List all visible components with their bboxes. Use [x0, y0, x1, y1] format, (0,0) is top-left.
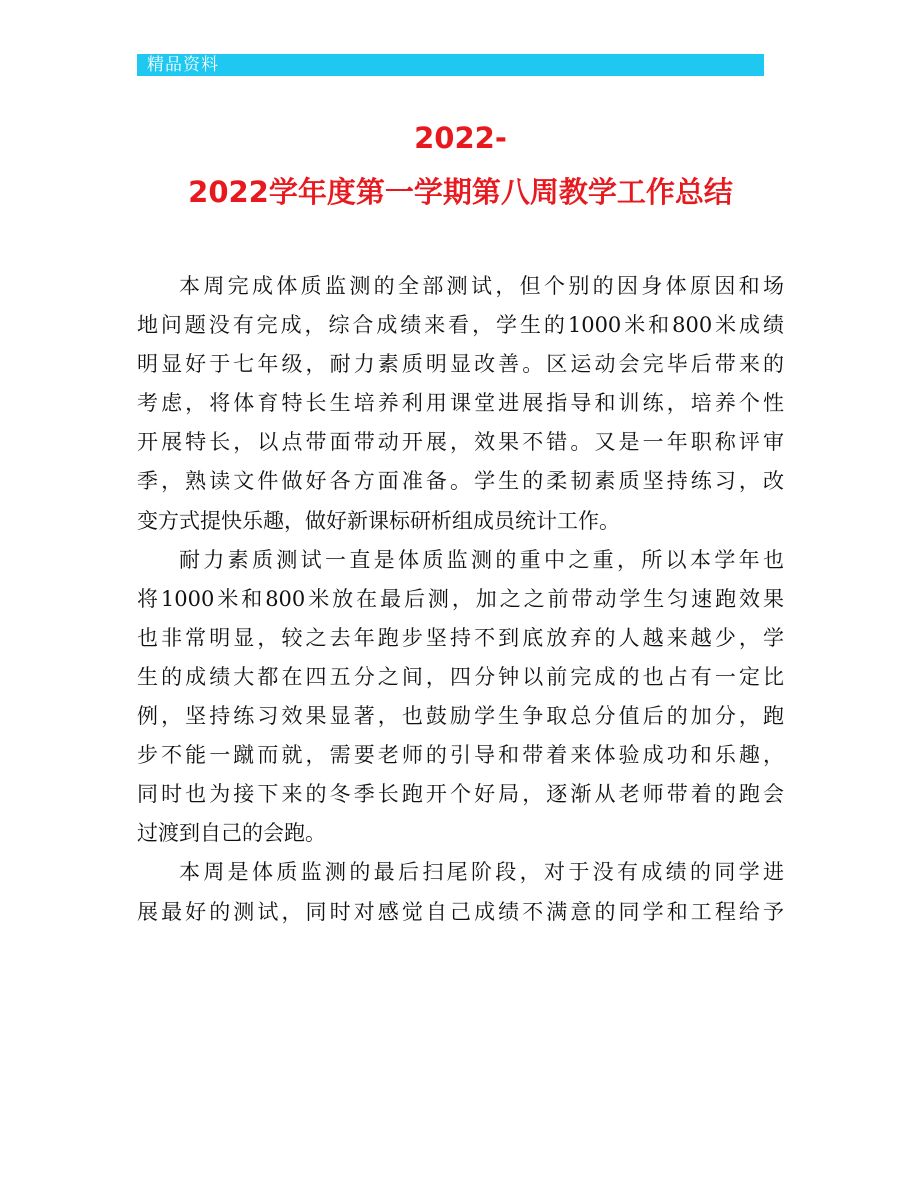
- body-line: 将1000米和800米放在最后测，加之之前带动学生匀速跑效果: [137, 586, 784, 611]
- body-line: 耐力素质测试一直是体质监测的重中之重，所以本学年也: [179, 547, 784, 572]
- banner-label: 精品资料: [147, 55, 219, 75]
- body-line: 考虑，将体育特长生培养利用课堂进展指导和训练，培养个性: [137, 391, 784, 416]
- body-line: 地问题没有完成，综合成绩来看，学生的1000米和800米成绩: [137, 313, 784, 338]
- body-line: 生的成绩大都在四五分之间，四分钟以前完成的也占有一定比: [137, 664, 784, 689]
- body-line: 本周完成体质监测的全部测试，但个别的因身体原因和场: [179, 274, 784, 298]
- body-line: 季，熟读文件做好各方面准备。学生的柔韧素质坚持练习，改: [137, 469, 784, 494]
- body-line: 明显好于七年级，耐力素质明显改善。区运动会完毕后带来的: [137, 352, 784, 377]
- body-line: 同时也为接下来的冬季长跑开个好局，逐渐从老师带着的跑会: [137, 782, 784, 807]
- body-line: 也非常明显，较之去年跑步坚持不到底放弃的人越来越少，学: [137, 625, 784, 650]
- document-body: [137, 267, 784, 932]
- body-line: 步不能一蹴而就，需要老师的引导和带着来体验成功和乐趣，: [137, 743, 784, 768]
- body-line: 过渡到自己的会跑。: [137, 821, 326, 846]
- body-line: 变方式提快乐趣，做好新课标研析组成员统计工作。: [137, 508, 620, 533]
- document-title-line1: 2022-: [414, 121, 507, 155]
- document-title-line2: 2022学年度第一学期第八周教学工作总结: [188, 175, 733, 209]
- body-line: 开展特长，以点带面带动开展，效果不错。又是一年职称评审: [137, 430, 784, 455]
- body-line: 例，坚持练习效果显著，也鼓励学生争取总分值后的加分，跑: [137, 704, 784, 729]
- body-line: 本周是体质监测的最后扫尾阶段，对于没有成绩的同学进: [179, 860, 784, 885]
- body-line: 展最好的测试，同时对感觉自己成绩不满意的同学和工程给予: [137, 899, 784, 924]
- banner: [137, 54, 764, 76]
